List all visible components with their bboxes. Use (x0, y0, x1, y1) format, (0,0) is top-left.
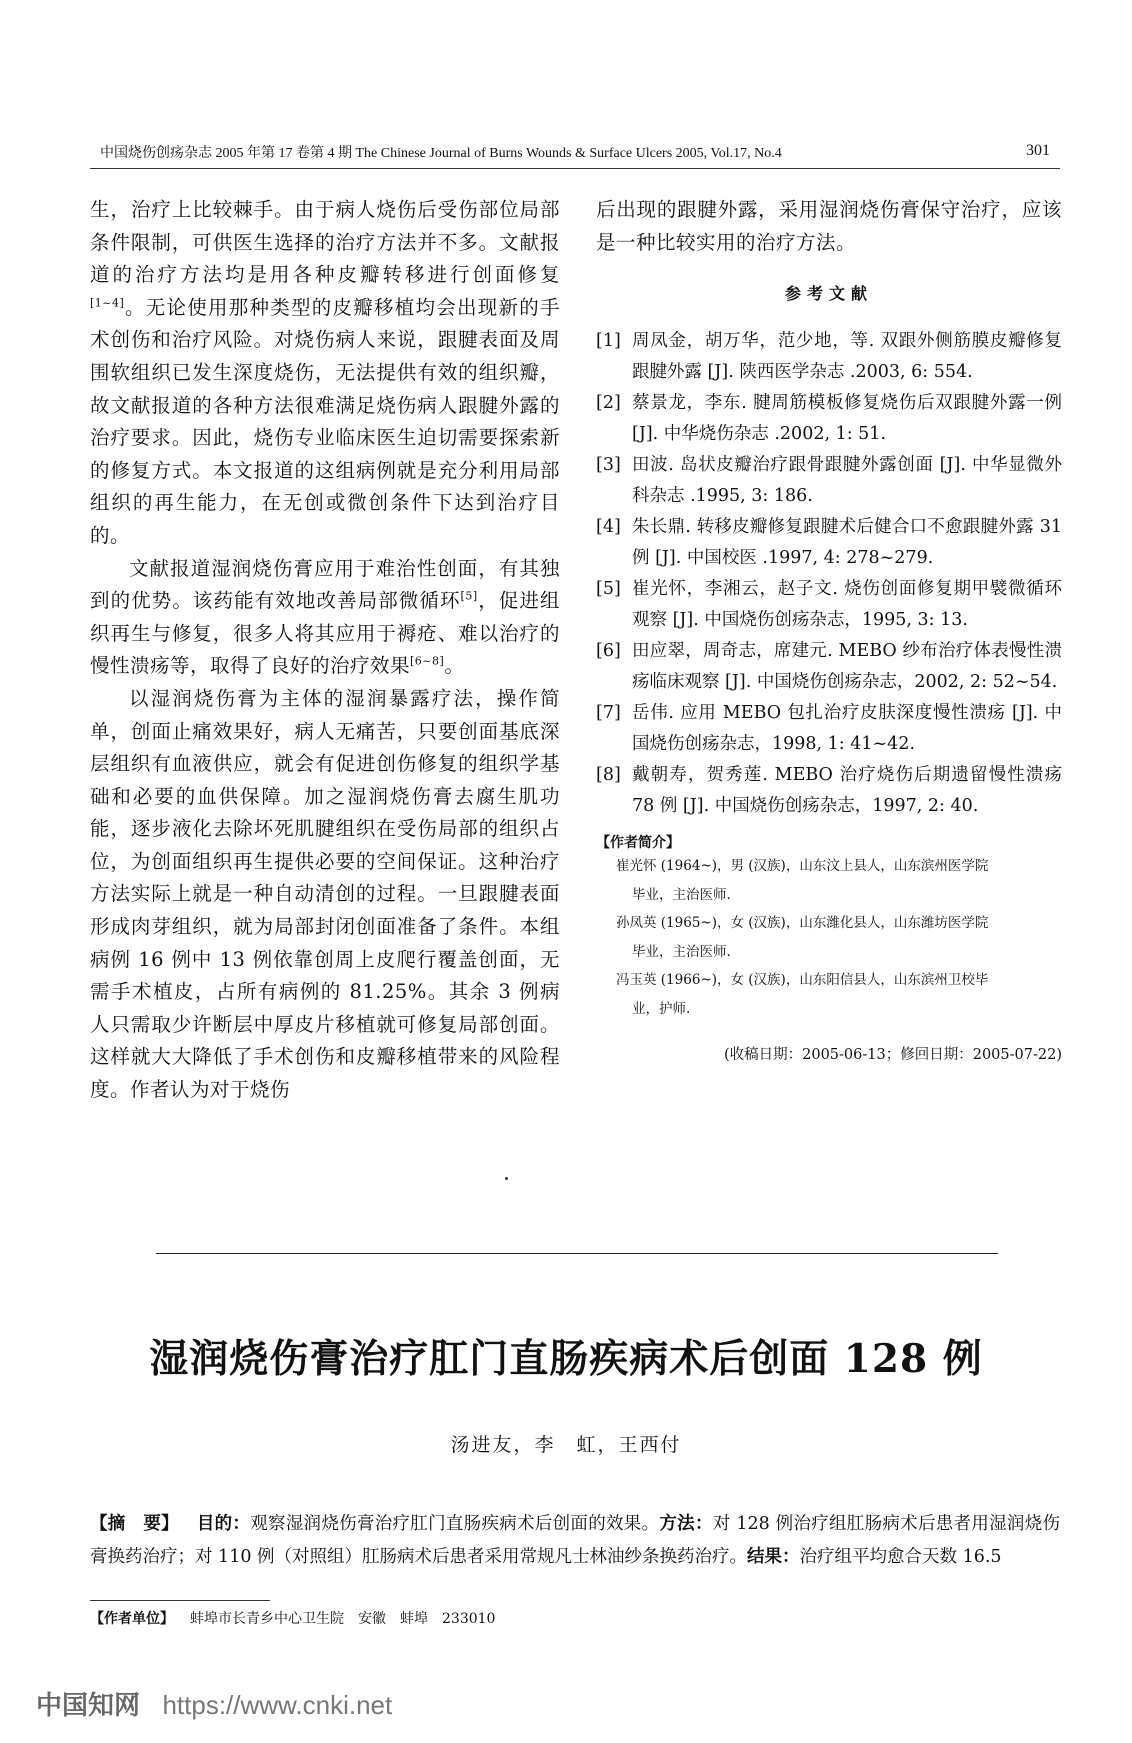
reference-item: [1] 周凤金，胡万华，范少地，等. 双跟外侧筋膜皮瓣修复跟腱外露 [J]. 陕西医学杂志 .2003, 6: 554. (596, 331, 1062, 383)
cnki-watermark (36, 1685, 392, 1722)
reference-item: [2] 蔡景龙，李东. 腱周筋模板修复烧伤后双跟腱外露一例 [J]. 中华烧伤杂志 .2002, 1: 51. (596, 393, 1062, 445)
reference-item: [3] 田波. 岛状皮瓣治疗跟骨跟腱外露创面 [J]. 中华显微外科杂志 .1995, 3: 186. (596, 455, 1062, 507)
journal-citation: 中国烧伤创疡杂志 2005 年第 17 卷第 4 期 The Chinese Journal of Burns Wounds & Surface Ulcers 2005, Vol.17, No.4 (100, 146, 782, 161)
reference-item: [4] 朱长鼎. 转移皮瓣修复跟腱术后健合口不愈跟腱外露 31 例 [J]. 中国校医 .1997, 4: 278~279. (596, 517, 1062, 569)
reference-list (596, 326, 1062, 822)
author-intro (596, 852, 1062, 1023)
left-column (90, 194, 560, 1107)
footnote-rule (90, 1600, 270, 1601)
body-paragraph: 文献报道湿润烧伤膏应用于难治性创面，有其独到的优势。该药能有效地改善局部微循环[5]，促进组织再生与修复，很多人将其应用于褥疮、难以治疗的慢性溃疡等，取得了良好的治疗效果[6~8]。 (90, 556, 560, 678)
author-bio: 孙凤英 (1965~)，女 (汉族)，山东潍化县人，山东潍坊医学院 毕业，主治医师. (616, 915, 989, 960)
abstract: 【摘 要】 目的：观察湿润烧伤膏治疗肛门直肠疾病术后创面的效果。方法：对 128 例治疗组肛肠病术后患者用湿润烧伤膏换药治疗；对 110 例（对照组）肛肠病术后患者采用常规凡士林油纱条换药治疗。结果：治疗组平均愈合天数 16.5 (90, 1514, 1061, 1567)
body-paragraph: 后出现的跟腱外露，采用湿润烧伤膏保守治疗，应该是一种比较实用的治疗方法。 (596, 198, 1062, 254)
received-dates: (收稿日期：2005-06-13；修回日期：2005-07-22) (723, 1047, 1062, 1064)
cnki-url: https://www.cnki.net (162, 1690, 393, 1720)
running-header (100, 142, 1050, 164)
header-rule (90, 168, 1060, 169)
abstract-label: 【摘 要】 (90, 1514, 179, 1534)
author-bio: 冯玉英 (1966~)，女 (汉族)，山东阳信县人，山东滨州卫校毕 业，护师. (616, 972, 989, 1017)
right-column (596, 194, 1062, 1064)
article-authors: 汤进友，李 虹，王西付 (450, 1434, 682, 1456)
article-divider (156, 1253, 998, 1254)
body-paragraph: 生，治疗上比较棘手。由于病人烧伤后受伤部位局部条件限制，可供医生选择的治疗方法并不多。文献报道的治疗方法均是用各种皮瓣转移进行创面修复[1~4]。无论使用那种类型的皮瓣移植均会出现新的手术创伤和治疗风险。对烧伤病人来说，跟腱表面及周围软组织已发生深度烧伤，无法提供有效的组织瓣，故文献报道的各种方法很难满足烧伤病人跟腱外露的治疗要求。因此，烧伤专业临床医生迫切需要探索新的修复方式。本文报道的这组病例就是充分利用局部组织的再生能力，在无创或微创条件下达到治疗目的。 (90, 198, 560, 547)
reference-item: [8] 戴朝寿，贺秀莲. MEBO 治疗烧伤后期遗留慢性溃疡 78 例 [J]. 中国烧伤创疡杂志，1997, 2: 40. (596, 765, 1062, 817)
reference-item: [7] 岳伟. 应用 MEBO 包扎治疗皮肤深度慢性溃疡 [J]. 中国烧伤创疡杂志，1998, 1: 41~42. (596, 703, 1062, 755)
reference-item: [6] 田应翠，周奇志，席建元. MEBO 纱布治疗体表慢性溃疡临床观察 [J]. 中国烧伤创疡杂志，2002, 2: 52~54. (596, 641, 1062, 693)
article-title: 湿润烧伤膏治疗肛门直肠疾病术后创面 128 例 (149, 1336, 983, 1382)
body-paragraph: 以湿润烧伤膏为主体的湿润暴露疗法，操作简单，创面止痛效果好，病人无痛苦，只要创面基底深层组织有血液供应，就会有促进创伤修复的组织学基础和必要的血供保障。加之湿润烧伤膏去腐生肌功能，逐步液化去除坏死肌腱组织在受伤局部的组织占位，为创面组织再生提供必要的空间保证。这种治疗方法实际上就是一种自动清创的过程。一旦跟腱表面形成肉芽组织，就为局部封闭创面准备了条件。本组病例 16 例中 13 例依靠创周上皮爬行覆盖创面，无需手术植皮，占所有病例的 81.25%。其余 3 例病人只需取少许断层中厚皮片移植就可修复局部创面。这样就大大降低了手术创伤和皮瓣移植带来的风险程度。作者认为对于烧伤 (90, 686, 560, 1102)
author-bio: 崔光怀 (1964~)，男 (汉族)，山东汶上县人，山东滨州医学院 毕业，主治医师. (616, 858, 989, 903)
author-intro-title: 【作者简介】 (596, 835, 680, 852)
author-affiliation: 【作者单位】 蚌埠市长青乡中心卫生院 安徽 蚌埠 233010 (90, 1611, 496, 1627)
references-title: 参考文献 (784, 284, 873, 304)
page-number: 301 (1026, 142, 1050, 159)
reference-item: [5] 崔光怀，李湘云，赵子文. 烧伤创面修复期甲襞微循环观察 [J]. 中国烧伤创疡杂志，1995, 3: 13. (596, 579, 1062, 631)
cnki-logo: 中国知网 (36, 1690, 141, 1720)
stray-dot (505, 1177, 508, 1180)
